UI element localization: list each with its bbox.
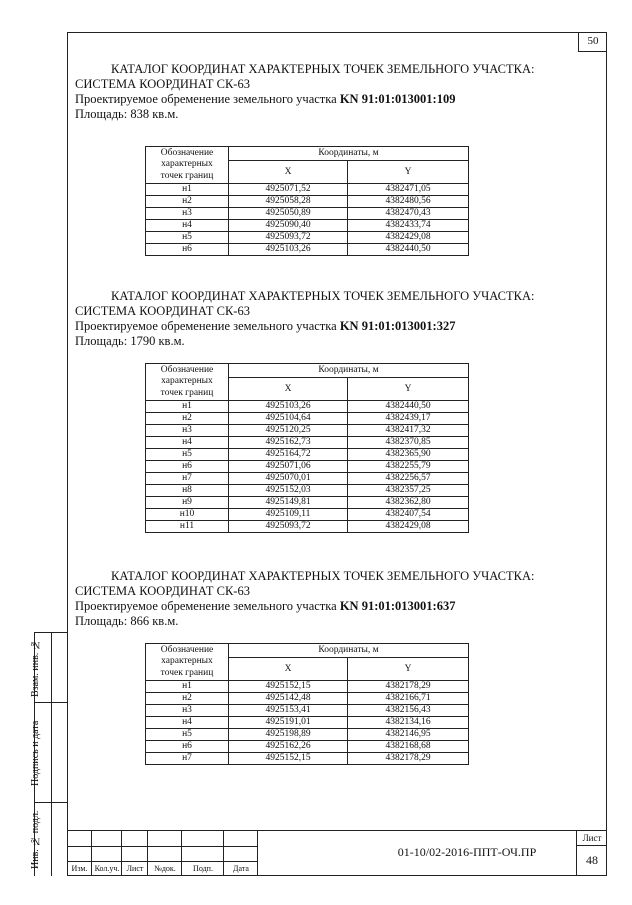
point-name-cell: н5 [146,449,229,461]
y-cell: 4382134,16 [348,717,469,729]
x-cell: 4925093,72 [229,521,348,533]
catalog-section [75,289,585,531]
x-cell: 4925153,41 [229,705,348,717]
x-cell: 4925093,72 [229,232,348,244]
y-cell: 4382429,08 [348,232,469,244]
table-header-row [146,364,469,378]
x-cell: 4925103,26 [229,401,348,413]
y-cell: 4382255,79 [348,461,469,473]
area-text: Площадь: 866 кв.м. [75,614,179,628]
y-cell: 4382471,05 [348,184,469,196]
table-row [146,485,469,497]
table-row [146,413,469,425]
y-cell: 4382362,80 [348,497,469,509]
replaced-inventory-label: Взам. инв. № [30,639,41,697]
catalog-heading [75,62,585,122]
cadastral-number: KN 91:01:013001:109 [339,92,456,106]
table-row [146,753,469,765]
sheet-divider [577,845,607,846]
area-text: Площадь: 838 кв.м. [75,107,179,121]
coordinates-header: Координаты, м [229,364,469,378]
point-name-cell: н3 [146,208,229,220]
table-row [146,681,469,693]
table-row [146,705,469,717]
point-name-header [146,147,229,184]
title-block-divider [67,861,258,862]
y-cell: 4382178,29 [348,681,469,693]
point-name-header [146,364,229,401]
coordinate-system: СИСТЕМА КООРДИНАТ СК-63 [75,77,250,91]
header-text: точек границ [160,667,214,678]
catalog-heading [75,289,585,349]
document-code: 01-10/02-2016-ППТ-ОЧ.ПР [397,845,537,859]
encumbrance-prefix: Проектируемое обременение земельного участка [75,92,340,106]
coordinates-table [145,643,469,765]
y-cell: 4382417,32 [348,425,469,437]
table-row [146,220,469,232]
y-cell: 4382256,57 [348,473,469,485]
table-row [146,184,469,196]
point-name-cell: н6 [146,461,229,473]
point-name-cell: н2 [146,693,229,705]
table-row [146,437,469,449]
y-header: Y [348,378,469,401]
point-name-cell: н4 [146,220,229,232]
table-row [146,693,469,705]
y-header: Y [348,658,469,681]
encumbrance-line [75,92,585,107]
cadastral-number: KN 91:01:013001:327 [339,319,456,333]
x-cell: 4925198,89 [229,729,348,741]
point-name-cell: н1 [146,184,229,196]
change-column-label: Изм. [71,864,88,873]
x-cell: 4925142,48 [229,693,348,705]
table-row [146,461,469,473]
x-cell: 4925152,15 [229,753,348,765]
y-cell: 4382440,50 [348,401,469,413]
y-cell: 4382156,43 [348,705,469,717]
coordinates-header: Координаты, м [229,147,469,161]
header-text: Обозначение [160,644,214,655]
table-row [146,741,469,753]
x-cell: 4925149,81 [229,497,348,509]
point-name-cell: н9 [146,497,229,509]
catalog-section [75,62,585,254]
y-cell: 4382433,74 [348,220,469,232]
y-cell: 4382429,08 [348,521,469,533]
signature-date-label: Подпись и дата [30,720,41,786]
table-row [146,425,469,437]
point-name-cell: н8 [146,485,229,497]
area-text: Площадь: 1790 кв.м. [75,334,185,348]
x-cell: 4925071,06 [229,461,348,473]
y-cell: 4382166,71 [348,693,469,705]
encumbrance-line [75,319,585,334]
x-cell: 4925152,15 [229,681,348,693]
header-text: точек границ [160,170,214,181]
y-cell: 4382407,54 [348,509,469,521]
table-row [146,401,469,413]
point-name-cell: н6 [146,741,229,753]
table-row [146,509,469,521]
date-column-label: Дата [233,864,249,873]
x-cell: 4925090,40 [229,220,348,232]
side-stamp [28,632,67,876]
y-cell: 4382440,50 [348,244,469,256]
cadastral-number: KN 91:01:013001:637 [339,599,456,613]
point-name-cell: н3 [146,705,229,717]
side-stamp-divider [34,632,67,633]
catalog-section [75,569,585,763]
x-cell: 4925103,26 [229,244,348,256]
table-row [146,244,469,256]
coordinates-table [145,363,469,533]
point-name-cell: н2 [146,413,229,425]
x-cell: 4925120,25 [229,425,348,437]
point-name-cell: н10 [146,509,229,521]
table-row [146,449,469,461]
point-name-cell: н7 [146,753,229,765]
count-column-label: Кол.уч. [94,864,120,873]
header-text: характерных [161,376,213,387]
header-text: характерных [161,656,213,667]
point-name-cell: н2 [146,196,229,208]
point-name-cell: н1 [146,681,229,693]
catalog-heading [75,569,585,629]
signature-column-label: Подп. [193,864,213,873]
table-row [146,717,469,729]
x-header: X [229,378,348,401]
catalog-title: КАТАЛОГ КООРДИНАТ ХАРАКТЕРНЫХ ТОЧЕК ЗЕМЕЛЬНОГО УЧАСТКА: [111,62,535,76]
header-text: характерных [161,159,213,170]
document-column-label: №док. [154,864,176,873]
y-cell: 4382168,68 [348,741,469,753]
table-row [146,521,469,533]
x-cell: 4925070,01 [229,473,348,485]
table-row [146,232,469,244]
encumbrance-prefix: Проектируемое обременение земельного участка [75,319,340,333]
encumbrance-prefix: Проектируемое обременение земельного участка [75,599,340,613]
table-row [146,729,469,741]
table-row [146,473,469,485]
side-stamp-divider [34,702,67,703]
point-name-cell: н11 [146,521,229,533]
y-cell: 4382357,25 [348,485,469,497]
x-cell: 4925109,11 [229,509,348,521]
header-text: точек границ [160,387,214,398]
x-cell: 4925058,28 [229,196,348,208]
y-cell: 4382178,29 [348,753,469,765]
catalog-title: КАТАЛОГ КООРДИНАТ ХАРАКТЕРНЫХ ТОЧЕК ЗЕМЕЛЬНОГО УЧАСТКА: [111,289,535,303]
title-block [67,830,607,876]
point-name-cell: н5 [146,232,229,244]
point-name-cell: н7 [146,473,229,485]
encumbrance-line [75,599,585,614]
point-name-cell: н1 [146,401,229,413]
x-cell: 4925104,64 [229,413,348,425]
x-cell: 4925050,89 [229,208,348,220]
header-text: Обозначение [160,364,214,375]
x-cell: 4925191,01 [229,717,348,729]
sheet-number: 48 [586,853,598,867]
x-header: X [229,658,348,681]
coordinate-system: СИСТЕМА КООРДИНАТ СК-63 [75,304,250,318]
point-name-cell: н5 [146,729,229,741]
catalog-title: КАТАЛОГ КООРДИНАТ ХАРАКТЕРНЫХ ТОЧЕК ЗЕМЕЛЬНОГО УЧАСТКА: [111,569,535,583]
table-row [146,196,469,208]
point-name-cell: н3 [146,425,229,437]
header-text: Обозначение [160,147,214,158]
side-stamp-column [51,632,67,876]
y-cell: 4382146,95 [348,729,469,741]
x-cell: 4925162,26 [229,741,348,753]
y-cell: 4382365,90 [348,449,469,461]
sheet-column-label: Лист [126,864,144,873]
original-inventory-label: Инв. № подл. [30,810,41,870]
coordinate-system: СИСТЕМА КООРДИНАТ СК-63 [75,584,250,598]
x-cell: 4925152,03 [229,485,348,497]
x-cell: 4925164,72 [229,449,348,461]
y-header: Y [348,161,469,184]
table-header-row [146,147,469,161]
point-name-cell: н4 [146,437,229,449]
table-header-row [146,644,469,658]
x-cell: 4925071,52 [229,184,348,196]
point-name-cell: н4 [146,717,229,729]
sheet-label: Лист [582,833,602,843]
coordinates-table [145,146,469,256]
x-cell: 4925162,73 [229,437,348,449]
x-header: X [229,161,348,184]
table-row [146,497,469,509]
table-row [146,208,469,220]
y-cell: 4382439,17 [348,413,469,425]
y-cell: 4382370,85 [348,437,469,449]
sheet-box [576,831,607,875]
y-cell: 4382480,56 [348,196,469,208]
page-number: 50 [578,32,607,52]
point-name-cell: н6 [146,244,229,256]
y-cell: 4382470,43 [348,208,469,220]
title-block-divider [67,846,258,847]
point-name-header [146,644,229,681]
coordinates-header: Координаты, м [229,644,469,658]
side-stamp-divider [34,802,67,803]
